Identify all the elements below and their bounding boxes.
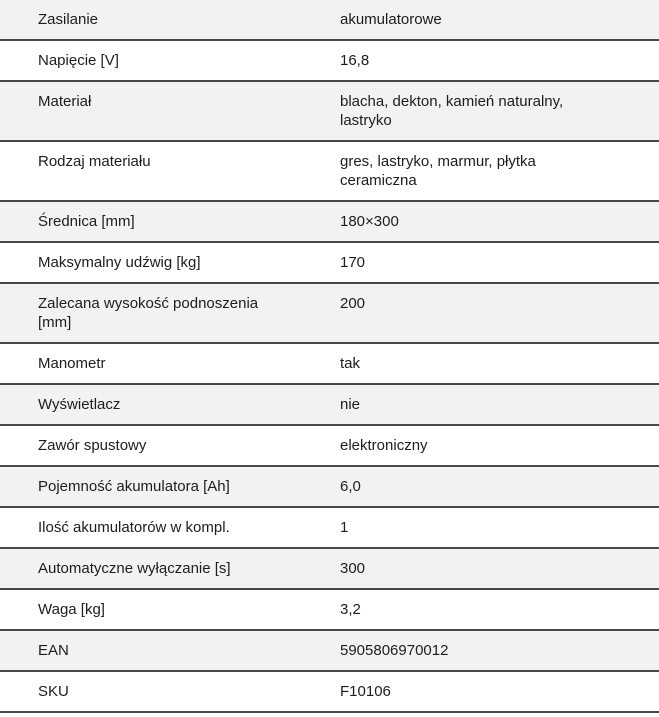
spec-value: blacha, dekton, kamień naturalny, lastryko <box>340 93 564 129</box>
spec-row <box>0 344 659 385</box>
spec-row <box>0 243 659 284</box>
spec-label: Napięcie [V] <box>38 52 119 69</box>
spec-value: F10106 <box>340 683 391 700</box>
spec-label: Materiał <box>38 93 92 110</box>
spec-value: 180×300 <box>340 213 399 230</box>
spec-value: 3,2 <box>340 601 361 618</box>
spec-row <box>0 426 659 467</box>
spec-label: Rodzaj materiału <box>38 153 151 170</box>
spec-value: 300 <box>340 560 366 577</box>
spec-value: 6,0 <box>340 478 361 495</box>
spec-label: Pojemność akumulatora [Ah] <box>38 478 230 495</box>
spec-label: Ilość akumulatorów w kompl. <box>38 519 230 536</box>
spec-label: Zawór spustowy <box>38 437 147 454</box>
spec-row <box>0 284 659 344</box>
spec-value: nie <box>340 396 361 413</box>
spec-label: Automatyczne wyłączanie [s] <box>38 560 231 577</box>
spec-row <box>0 142 659 202</box>
spec-value: gres, lastryko, marmur, płytka ceramiczna <box>340 153 536 189</box>
spec-label: Maksymalny udźwig [kg] <box>38 254 201 271</box>
spec-value: 5905806970012 <box>340 642 449 659</box>
spec-value: 170 <box>340 254 366 271</box>
spec-label: EAN <box>38 642 69 659</box>
spec-row <box>0 631 659 672</box>
spec-value: akumulatorowe <box>340 11 442 28</box>
spec-label: Zasilanie <box>38 11 99 28</box>
spec-label: Średnica [mm] <box>38 213 135 230</box>
spec-value: elektroniczny <box>340 437 428 454</box>
spec-row <box>0 672 659 713</box>
spec-value: tak <box>340 355 361 372</box>
spec-label: Waga [kg] <box>38 601 105 618</box>
spec-row <box>0 0 659 41</box>
spec-label: SKU <box>38 683 69 700</box>
spec-row <box>0 385 659 426</box>
spec-row <box>0 508 659 549</box>
spec-row <box>0 41 659 82</box>
spec-label: Wyświetlacz <box>38 396 121 413</box>
spec-value: 1 <box>340 519 349 536</box>
spec-value: 200 <box>340 295 366 312</box>
spec-row <box>0 590 659 631</box>
spec-row <box>0 549 659 590</box>
spec-row <box>0 82 659 142</box>
spec-value: 16,8 <box>340 52 370 69</box>
spec-label: Zalecana wysokość podnoszenia [mm] <box>38 295 259 331</box>
spec-row <box>0 467 659 508</box>
spec-label: Manometr <box>38 355 106 372</box>
spec-row <box>0 202 659 243</box>
